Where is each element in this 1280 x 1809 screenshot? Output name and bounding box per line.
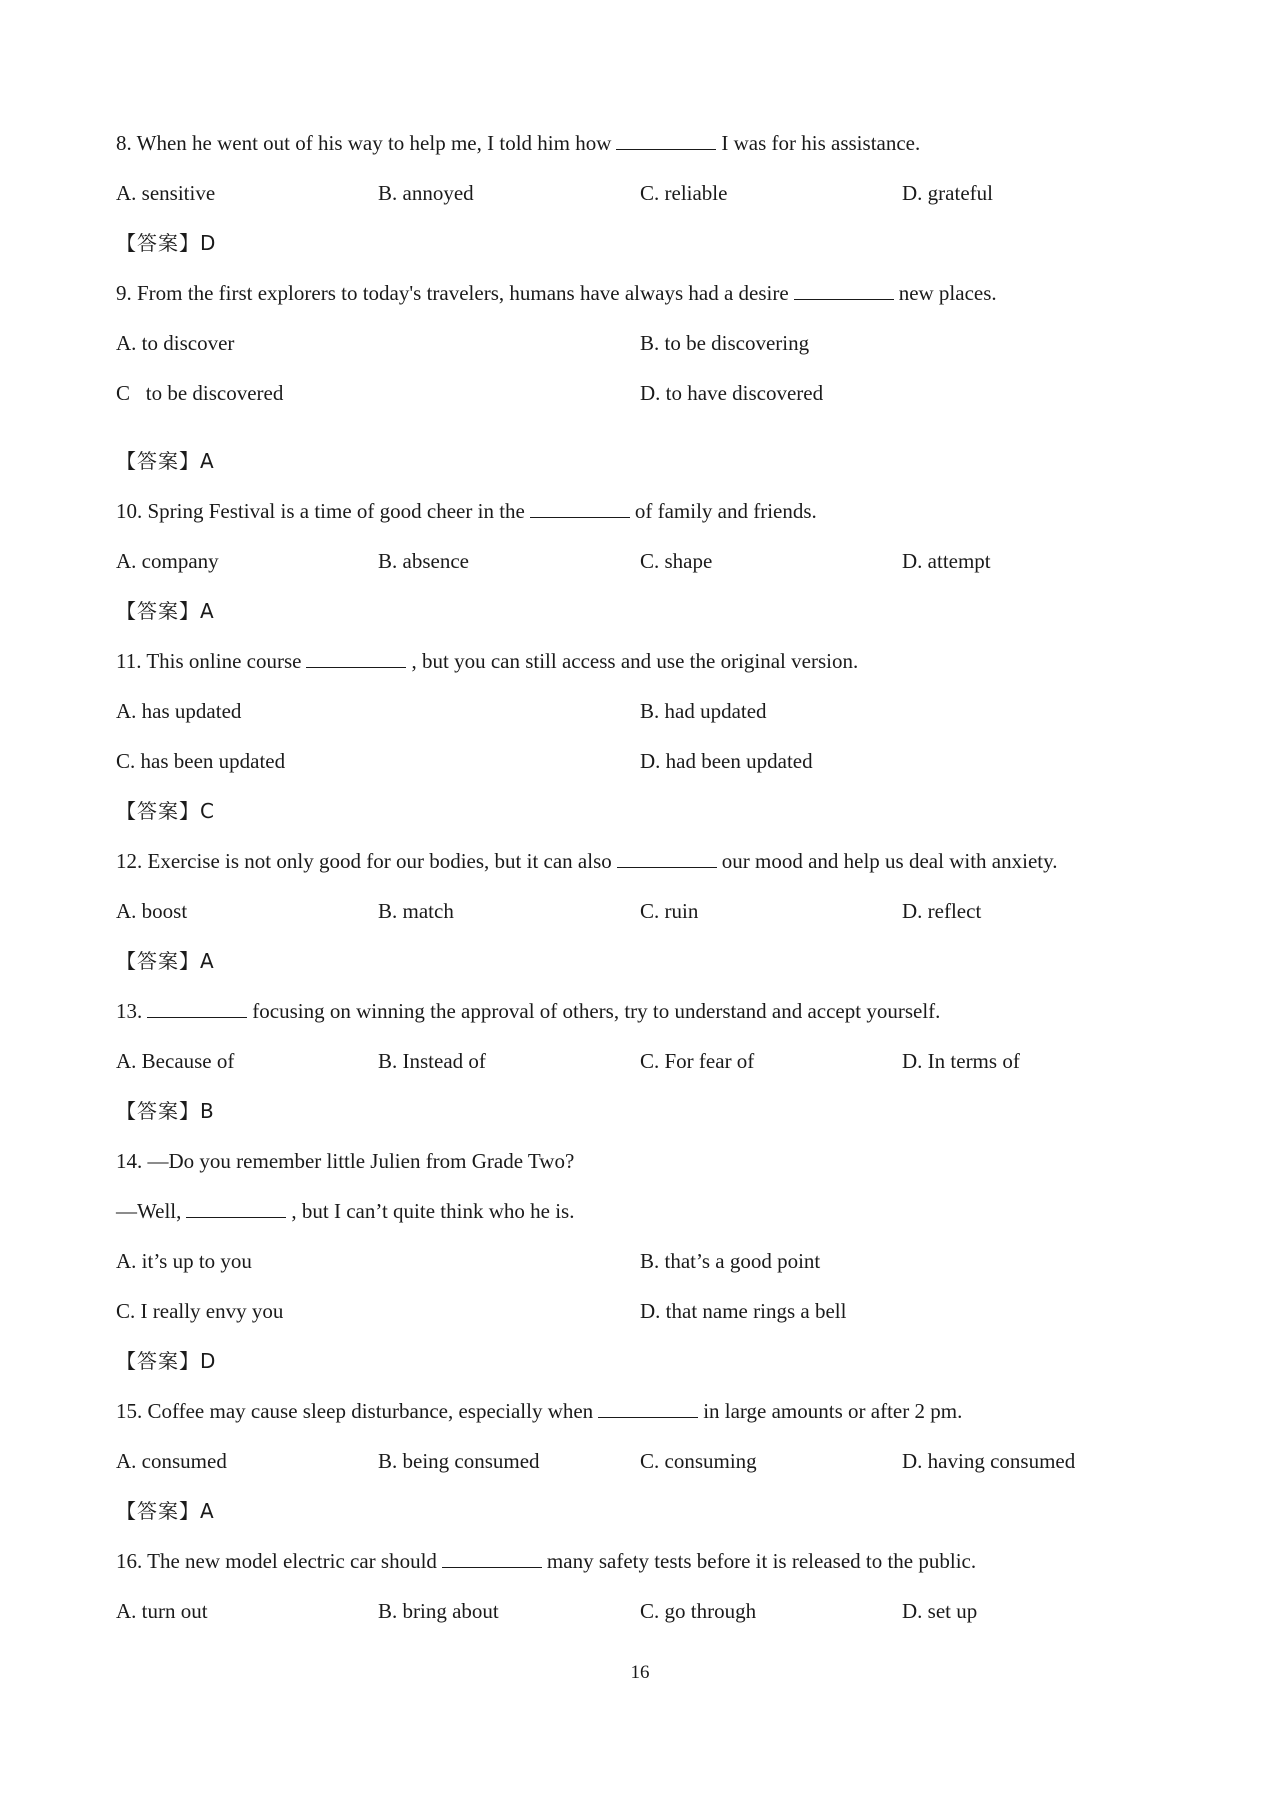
option-c: C. For fear of — [640, 1049, 755, 1073]
option-c: C. ruin — [640, 899, 699, 923]
question-14-answer: 【答案】D — [116, 1349, 217, 1373]
option-a: A. turn out — [116, 1599, 208, 1623]
option-b: B. had updated — [640, 699, 767, 723]
question-8-stem — [116, 124, 1176, 174]
option-b: B. absence — [378, 549, 469, 573]
option-a: A. it’s up to you — [116, 1249, 252, 1273]
answer-blank — [306, 643, 406, 668]
question-14-stem-line-2 — [116, 1192, 1176, 1242]
option-d: D. grateful — [902, 181, 993, 205]
answer-blank — [598, 1393, 698, 1418]
question-15-stem — [116, 1392, 1176, 1442]
option-a: A. company — [116, 549, 219, 573]
option-c: C. shape — [640, 549, 713, 573]
answer-blank — [147, 993, 247, 1018]
option-b: B. bring about — [378, 1599, 499, 1623]
question-15-answer: 【答案】A — [116, 1499, 215, 1523]
question-9-options-row-1 — [116, 324, 1176, 374]
stem-text-after: our mood and help us deal with anxiety. — [721, 849, 1058, 873]
stem-text-before: 11. This online course — [116, 649, 302, 673]
option-d: D. set up — [902, 1599, 978, 1623]
question-11-options-row-1 — [116, 692, 1176, 742]
option-a: A. consumed — [116, 1449, 227, 1473]
question-13-stem — [116, 992, 1176, 1042]
option-b: B. to be discovering — [640, 331, 810, 355]
option-a: A. has updated — [116, 699, 242, 723]
question-list — [116, 124, 1176, 1642]
question-10-options — [116, 542, 1176, 592]
question-10-stem — [116, 492, 1176, 542]
option-c: C. reliable — [640, 181, 728, 205]
option-b: B. annoyed — [378, 181, 474, 205]
answer-blank — [186, 1193, 286, 1218]
option-c: C to be discovered — [116, 381, 284, 405]
question-11-answer: 【答案】C — [116, 799, 215, 823]
answer-blank — [794, 275, 894, 300]
stem-text-before: 13. — [116, 999, 143, 1023]
answer-blank — [616, 125, 716, 150]
stem-text-before: 9. From the first explorers to today's travelers, humans have always had a desire — [116, 281, 789, 305]
question-15-options — [116, 1442, 1176, 1492]
question-9-stem — [116, 274, 1176, 324]
option-c: C. I really envy you — [116, 1299, 284, 1323]
question-14-options-row-1 — [116, 1242, 1176, 1292]
option-d: D. attempt — [902, 549, 991, 573]
option-b: B. being consumed — [378, 1449, 540, 1473]
question-13-options — [116, 1042, 1176, 1092]
question-14-stem-line-1: 14. —Do you remember little Julien from Grade Two? — [116, 1149, 575, 1173]
question-12-options — [116, 892, 1176, 942]
stem-text-after: , but I can’t quite think who he is. — [291, 1199, 575, 1223]
option-c: C. go through — [640, 1599, 757, 1623]
option-c: C. consuming — [640, 1449, 757, 1473]
option-d: D. reflect — [902, 899, 982, 923]
page-number: 16 — [630, 1662, 650, 1683]
stem-text-before: 8. When he went out of his way to help me, I told him how — [116, 131, 612, 155]
option-c: C. has been updated — [116, 749, 286, 773]
stem-text-after: focusing on winning the approval of others, try to understand and accept yourself. — [252, 999, 941, 1023]
question-12-stem — [116, 842, 1176, 892]
stem-text-before: 15. Coffee may cause sleep disturbance, especially when — [116, 1399, 594, 1423]
option-d: D. had been updated — [640, 749, 813, 773]
option-b: B. match — [378, 899, 454, 923]
stem-text-before: 10. Spring Festival is a time of good cheer in the — [116, 499, 525, 523]
stem-text-before: 16. The new model electric car should — [116, 1549, 437, 1573]
question-8-options — [116, 174, 1176, 224]
question-11-stem — [116, 642, 1176, 692]
question-16-stem — [116, 1542, 1176, 1592]
option-d: D. that name rings a bell — [640, 1299, 847, 1323]
stem-text-after: in large amounts or after 2 pm. — [703, 1399, 963, 1423]
question-12-answer: 【答案】A — [116, 949, 215, 973]
question-13-answer: 【答案】B — [116, 1099, 215, 1123]
question-10-answer: 【答案】A — [116, 599, 215, 623]
option-b: B. that’s a good point — [640, 1249, 821, 1273]
option-d: D. to have discovered — [640, 381, 824, 405]
option-d: D. In terms of — [902, 1049, 1020, 1073]
stem-text-before: 12. Exercise is not only good for our bodies, but it can also — [116, 849, 612, 873]
stem-text-before: —Well, — [116, 1199, 182, 1223]
option-a: A. sensitive — [116, 181, 216, 205]
stem-text-after: many safety tests before it is released to the public. — [546, 1549, 977, 1573]
stem-text-after: of family and friends. — [634, 499, 817, 523]
stem-text-after: , but you can still access and use the original version. — [411, 649, 859, 673]
answer-blank — [442, 1543, 542, 1568]
question-16-options — [116, 1592, 1176, 1642]
question-9-answer: 【答案】A — [116, 449, 215, 473]
stem-text-after: I was for his assistance. — [721, 131, 921, 155]
answer-blank — [530, 493, 630, 518]
stem-text-after: new places. — [898, 281, 997, 305]
option-a: A. Because of — [116, 1049, 235, 1073]
option-a: A. boost — [116, 899, 188, 923]
option-a: A. to discover — [116, 331, 235, 355]
option-d: D. having consumed — [902, 1449, 1076, 1473]
option-b: B. Instead of — [378, 1049, 486, 1073]
question-9-options-row-2 — [116, 374, 1176, 442]
question-14-options-row-2 — [116, 1292, 1176, 1342]
answer-blank — [617, 843, 717, 868]
question-8-answer: 【答案】D — [116, 231, 217, 255]
question-11-options-row-2 — [116, 742, 1176, 792]
